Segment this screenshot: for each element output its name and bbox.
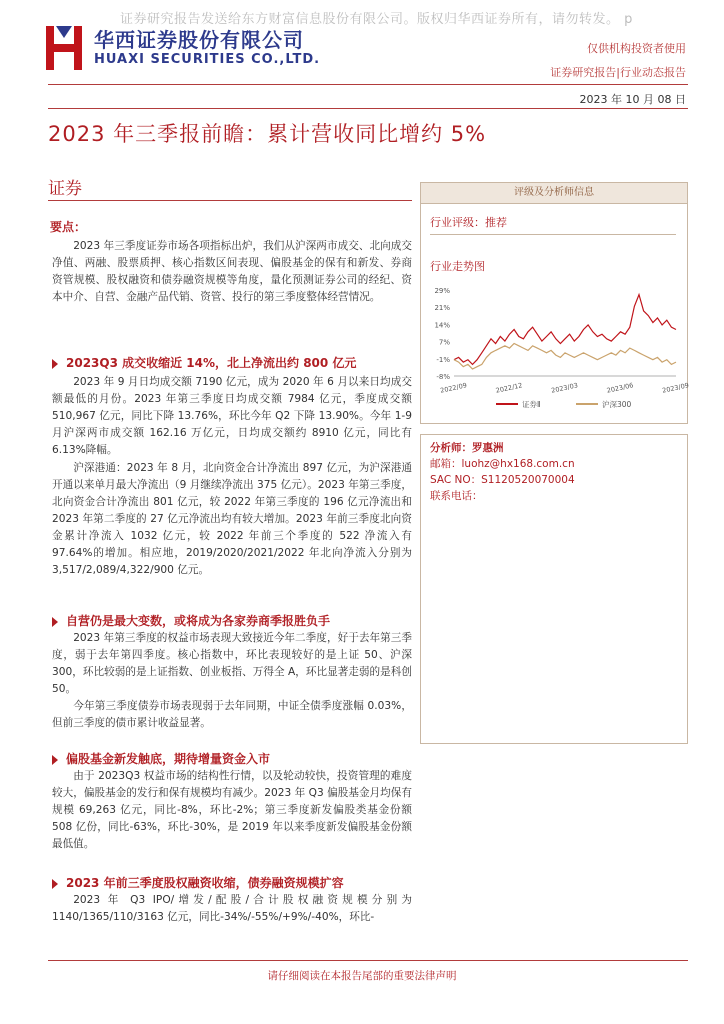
section-paragraph: 沪深港通：2023 年 8 月，北向资金合计净流出 897 亿元，为沪深港通开通以来单月最大净流出（9 月继续净流出 375 亿元）。2023 年第三季度，北向资金合计净流出 801 亿元，较 2022 年第三季度的 196 亿元净流出和 2023 年第二季度的 27 亿元净流出均有较大增加。2023 年前三季度北向资金累计净流入 1032 亿元，较 2022 年前三个季度的 522 净流入有 97.64%的增加。相应地，2019/2020/2021/2022 年北向净流入分别为 3,517/2,089/4,322/900 亿元。	[52, 462, 412, 576]
legend-label: 沪深300	[602, 400, 632, 409]
institutional-notice: 仅供机构投资者使用	[587, 42, 686, 55]
bullet-triangle-icon	[52, 617, 58, 627]
rating-panel-header: 评级及分析师信息	[420, 182, 688, 204]
section-heading-funds: 偏股基金新发触底，期待增量资金入市	[52, 750, 422, 767]
analyst-phone: 联系电话：	[430, 490, 483, 502]
analyst-sac-number: SAC NO：S1120520070004	[430, 474, 575, 486]
section-paragraph: 2023 年 9 月日均成交额 7190 亿元，成为 2020 年 6 月以来日均成交额最低的月份。2023 年第三季度日均成交额 7984 亿元，季度成交额 510,967 亿元，同比下降 13.76%，环比今年 Q2 下降 13.90%。今年 1-9 月沪深两市成交额 162.16 万亿元，日均成交额约 8910 亿元，同比有 6.13%降幅。	[52, 376, 412, 456]
intro-paragraph: 2023 年三季度证券市场各项指标出炉，我们从沪深两市成交、北向成交净值、两融、股票质押、核心指数区间表现、偏股基金的保有和新发、券商资管规模、股权融资和债券融资规模等角度，量化预测证券公司的经纪、资本中介、自营、金融产品代销、资管、投行的第三季度整体经营情况。	[52, 240, 412, 303]
report-title: 2023 年三季报前瞻：累计营收同比增约 5%	[48, 122, 487, 146]
y-tick-label: 21%	[434, 304, 450, 313]
industry-rating: 行业评级：推荐	[430, 216, 507, 229]
footer-divider	[48, 960, 688, 961]
analyst-email[interactable]: 邮箱：luohz@hx168.com.cn	[430, 458, 575, 470]
sector-divider	[48, 200, 412, 201]
y-tick-label: 29%	[434, 287, 450, 295]
section-paragraph: 今年第三季度债券市场表现弱于去年同期，中证全债季度涨幅 0.03%，但前三季度的债市累计收益显著。	[52, 700, 412, 729]
x-tick-label: 2023/03	[550, 381, 579, 395]
y-tick-label: 14%	[434, 321, 450, 330]
analyst-name: 分析师：罗惠洲	[430, 442, 504, 454]
legend-label: 证券Ⅱ	[522, 400, 541, 409]
company-name-cn: 华西证券股份有限公司	[94, 28, 304, 52]
huaxi-logo-icon	[44, 22, 86, 72]
watermark-text: 证券研究报告发送给东方财富信息股份有限公司。版权归华西证券所有，请勿转发。 p	[120, 12, 633, 27]
company-name-en: HUAXI SECURITIES CO.,LTD.	[94, 52, 321, 67]
rating-divider	[430, 234, 676, 235]
x-tick-label: 2022/12	[495, 381, 524, 395]
x-tick-label: 2023/06	[606, 381, 635, 395]
key-points-label: 要点：	[50, 220, 87, 234]
header-divider	[48, 84, 688, 85]
industry-trend-chart	[424, 280, 690, 416]
section-heading-proprietary: 自营仍是最大变数，或将成为各家券商季报胜负手	[52, 612, 422, 629]
report-date: 2023 年 10 月 08 日	[579, 93, 686, 106]
x-tick-label: 2023/09	[661, 381, 690, 395]
legal-notice: 请仔细阅读在本报告尾部的重要法律声明	[267, 970, 457, 982]
section-paragraph: 2023 年第三季度的权益市场表现大致接近今年二季度，好于去年第三季度，弱于去年第四季度。核心指数中，环比表现较好的是上证 50、沪深 300，环比较弱的是上证指数、创业板指、万得全 A，环比显著走弱的是科创 50。	[52, 632, 412, 695]
bullet-triangle-icon	[52, 359, 58, 369]
y-tick-label: -8%	[436, 373, 450, 381]
section-heading-financing: 2023 年前三季度股权融资收缩，债券融资规模扩容	[52, 874, 422, 891]
series-line-hs300	[454, 344, 676, 370]
x-tick-label: 2022/09	[439, 381, 468, 395]
section-paragraph: 2023 年 Q3 IPO/增发/配股/合计股权融资规模分别为 1140/1365/110/3163 亿元，同比-34%/-55%/+9%/-40%，环比-	[52, 894, 412, 923]
section-paragraph: 由于 2023Q3 权益市场的结构性行情，以及轮动较快，投资管理的难度较大，偏股基金的发行和保有规模均有减少。2023 年 Q3 偏股基金月均保有规模 69,263 亿元，同比-8%，环比-2%；第三季度新发偏股类基金份额 508 亿份，同比-63%，环比-30%，是 2019 年以来季度新发偏股基金份额最低值。	[52, 770, 412, 850]
bullet-triangle-icon	[52, 879, 58, 889]
sector-label: 证券	[48, 179, 82, 199]
report-type: 证券研究报告|行业动态报告	[550, 66, 686, 79]
series-line-securities	[454, 295, 676, 365]
bullet-triangle-icon	[52, 755, 58, 765]
section-heading-trading: 2023Q3 成交收缩近 14%，北上净流出约 800 亿元	[52, 354, 422, 371]
date-divider	[48, 108, 688, 109]
y-tick-label: -1%	[436, 355, 450, 364]
y-tick-label: 7%	[438, 338, 450, 347]
trend-chart-label: 行业走势图	[430, 260, 485, 273]
